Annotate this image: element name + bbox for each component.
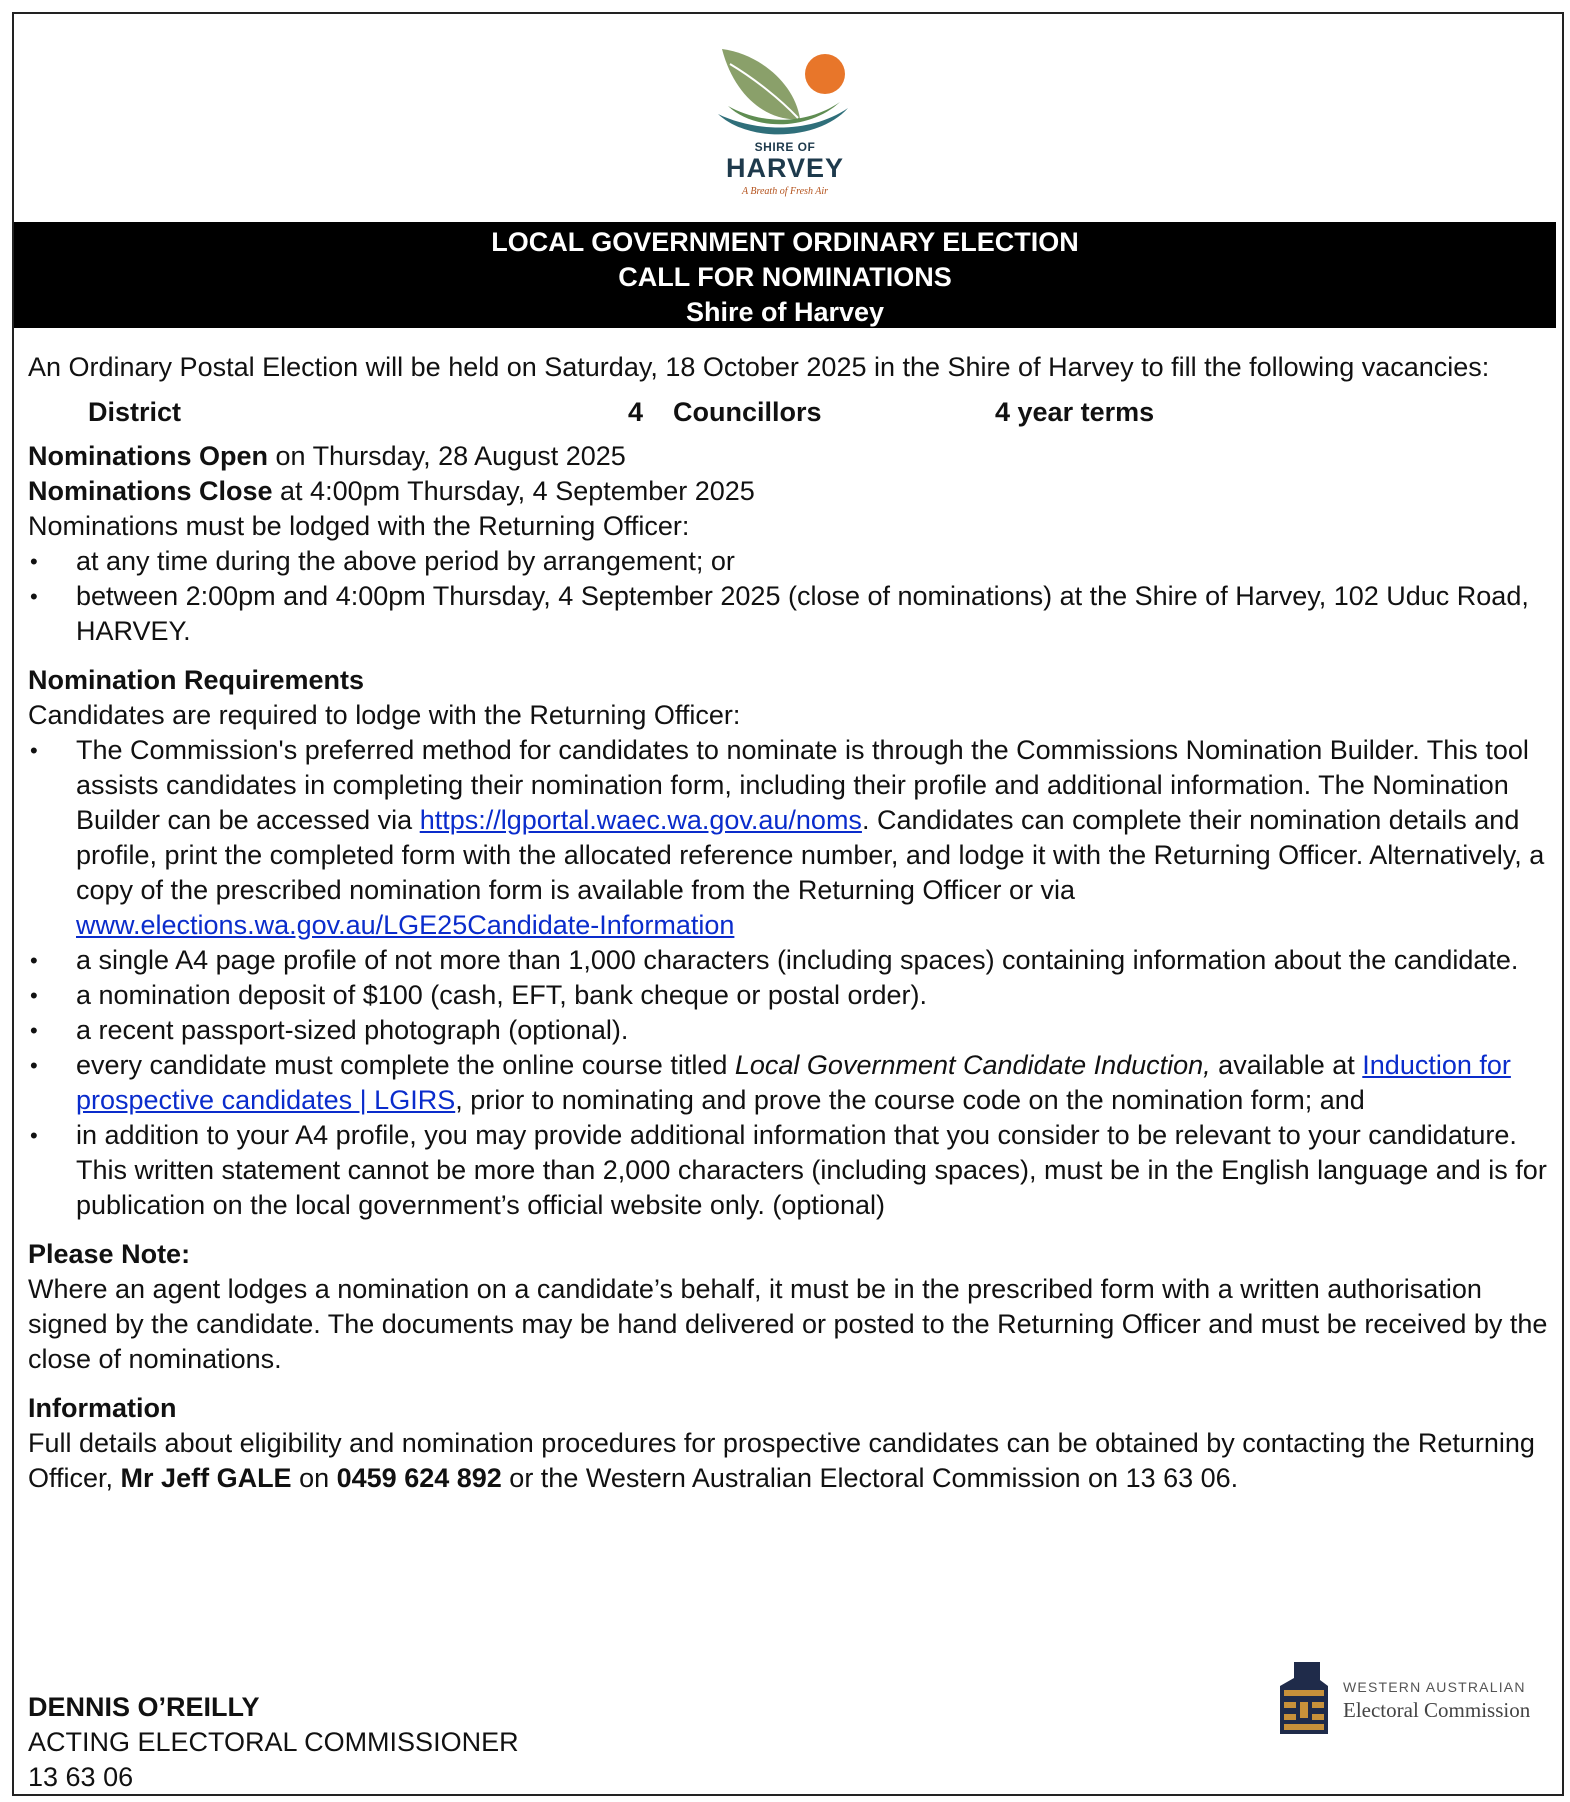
list-item: • The Commission's preferred method for candidates to nominate is through the Commissions Nomination Builder. This tool assists candidates in completing their nomination form, including their profile and additional information. The Nomination Builder can be accessed via https://lgportal.waec.wa.gov.au/noms. Candidates can complete their nomination details and profile, print the completed form with the allocated reference number, and lodge it with the Returning Officer. Alternatively, a copy of the prescribed nomination form is available from the Returning Officer or via www.elections.wa.gov.au/LGE25Candidate-Information [30, 735, 1545, 940]
banner-line3: Shire of Harvey [685, 297, 885, 327]
list-item: • a recent passport-sized photograph (optional). [28, 1013, 1553, 1048]
list-item: • every candidate must complete the online course titled Local Government Candidate Induction, available at Induction for prospective candidates | LGIRS, prior to nominating and prove the course code on the nomination form; and [30, 1050, 1511, 1115]
information-heading: Information [28, 1393, 177, 1423]
bullet-icon: • [30, 738, 38, 763]
information-text: Full details about eligibility and nomination procedures for prospective candidates can be obtained by contacting the Returning Officer, Mr Jeff GALE on 0459 624 892 or the Western Australian Electoral Commission on 13 63 06. [28, 1428, 1535, 1493]
vacancy-role: Councillors [673, 397, 822, 427]
requirements-intro: Candidates are required to lodge with the Returning Officer: [28, 700, 741, 730]
signatory-phone: 13 63 06 [28, 1762, 134, 1792]
returning-officer-name: Mr Jeff GALE [120, 1463, 292, 1493]
intro-paragraph: An Ordinary Postal Election will be held on Saturday, 18 October 2025 in the Shire of Harvey to fill the following vacancies: [28, 352, 1490, 382]
lgirs-induction-link[interactable]: Induction for prospective candidates | LGIRS [76, 1050, 1511, 1115]
vacancy-district: District [88, 397, 182, 427]
shire-of-harvey-logo [700, 44, 870, 209]
bullet-icon: • [30, 549, 38, 574]
nominations-close [28, 474, 1553, 509]
waec-logo-line2: Electoral Commission [1343, 1698, 1531, 1722]
list-item: • in addition to your A4 profile, you may provide additional information that you consider to be relevant to your candidature. This written statement cannot be more than 2,000 characters (including spaces), must be in the English language and is for publication on the local government’s official website only. (optional) [30, 1120, 1547, 1220]
leaf-sun-emblem-icon [700, 44, 870, 154]
note-heading: Please Note: [28, 1239, 191, 1269]
lodge-list [28, 544, 1553, 649]
waec-logo [1276, 1660, 1536, 1740]
logo-tagline: A Breath of Fresh Air [741, 186, 829, 197]
list-item: • at any time during the above period by arrangement; or [28, 544, 1553, 579]
nominations-close-text: at 4:00pm Thursday, 4 September 2025 [272, 476, 755, 506]
bullet-icon: • [30, 584, 38, 609]
list-item: • a single A4 page profile of not more than 1,000 characters (including spaces) containing information about the candidate. [28, 943, 1553, 978]
bullet-icon: • [30, 948, 38, 973]
note-text: Where an agent lodges a nomination on a candidate’s behalf, it must be in the prescribed form with a written authorisation signed by the candidate. The documents may be hand delivered or posted to the Returning Officer and must be received by the close of nominations. [28, 1274, 1548, 1374]
logo-line1: SHIRE OF [754, 140, 816, 154]
vacancy-term: 4 year terms [995, 397, 1155, 427]
signatory-name: DENNIS O’REILLY [28, 1692, 260, 1722]
requirements-list [28, 733, 1553, 1223]
bullet-icon: • [30, 983, 38, 1008]
signature-block [28, 1690, 519, 1795]
nominations-open-text: on Thursday, 28 August 2025 [268, 441, 626, 471]
signatory-title: ACTING ELECTORAL COMMISSIONER [28, 1727, 519, 1757]
list-item: • a nomination deposit of $100 (cash, EFT, bank cheque or postal order). [28, 978, 1553, 1013]
nominations-close-label: Nominations Close [28, 476, 273, 506]
returning-officer-phone: 0459 624 892 [336, 1463, 502, 1493]
vacancy-row [28, 393, 1553, 431]
banner-line1: LOCAL GOVERNMENT ORDINARY ELECTION [491, 227, 1079, 257]
notice-body [28, 350, 1553, 1496]
banner-line2: CALL FOR NOMINATIONS [618, 262, 952, 292]
nominations-open-label: Nominations Open [28, 441, 269, 471]
lodge-text: Nominations must be lodged with the Returning Officer: [28, 511, 690, 541]
title-banner [14, 222, 1556, 328]
vacancy-count: 4 [628, 397, 644, 427]
bullet-icon: • [30, 1018, 38, 1043]
nominations-open [28, 439, 1553, 474]
list-item: • between 2:00pm and 4:00pm Thursday, 4 September 2025 (close of nominations) at the Shire of Harvey, 102 Uduc Road, HARVEY. [30, 581, 1529, 646]
bullet-icon: • [30, 1123, 38, 1148]
nomination-builder-link[interactable]: https://lgportal.waec.wa.gov.au/noms [419, 805, 862, 835]
requirements-heading: Nomination Requirements [28, 665, 365, 695]
waec-emblem-icon [1276, 1660, 1332, 1736]
bullet-icon: • [30, 1053, 38, 1078]
waec-logo-line1: WESTERN AUSTRALIAN [1343, 1679, 1526, 1695]
logo-line2: HARVEY [725, 153, 845, 183]
candidate-information-link[interactable]: www.elections.wa.gov.au/LGE25Candidate-Information [76, 910, 735, 940]
